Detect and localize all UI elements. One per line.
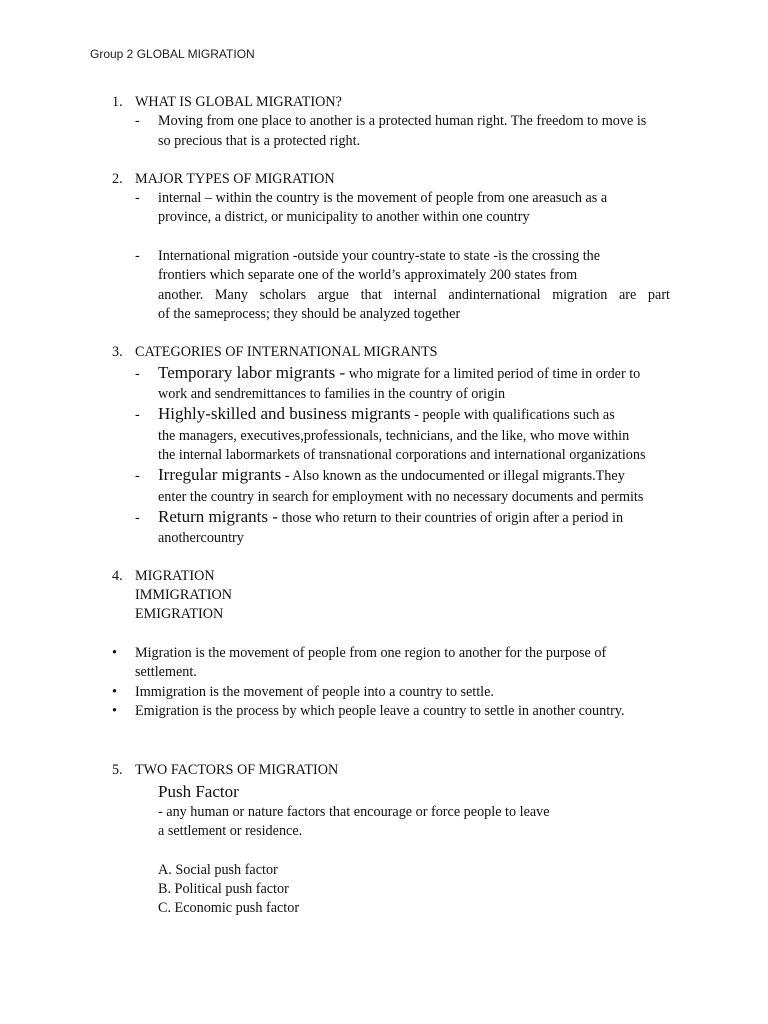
section-2-internal-line-2: province, a district, or municipality to another within one country: [158, 209, 530, 225]
section-2-international-line-4: of the sameprocess; they should be analyzed together: [158, 306, 461, 322]
bullet-2-text: Immigration is the movement of people into a country to settle.: [135, 684, 494, 700]
section-2-dash-b: -: [135, 248, 140, 264]
section-2-internal-line-1: internal – within the country is the movement of people from one areasuch as a: [158, 190, 608, 206]
section-2-number: 2.: [112, 171, 123, 187]
bullet-3-symbol: •: [112, 703, 117, 719]
return-heading: Return migrants -: [158, 507, 278, 526]
return-text: those who return to their countries of origin after a period in: [277, 510, 624, 526]
section-2-international-line-3: another. Many scholars argue that internal andinternational migration are part: [158, 287, 670, 303]
section-3-number: 3.: [112, 344, 123, 360]
irregular-text: - Also known as the undocumented or illegal migrants.They: [281, 468, 625, 484]
push-factor-desc-line-1: - any human or nature factors that encourage or force people to leave: [158, 804, 550, 820]
section-4-immigration: IMMIGRATION: [135, 587, 232, 603]
temporary-labor-heading: Temporary labor migrants -: [158, 363, 346, 382]
push-factor-heading: Push Factor: [158, 782, 239, 801]
bullet-1-line-1: Migration is the movement of people from one region to another for the purpose of: [135, 645, 607, 661]
section-2-title: MAJOR TYPES OF MIGRATION: [135, 171, 335, 187]
irregular-line-1: [158, 465, 625, 486]
section-3-title: CATEGORIES OF INTERNATIONAL MIGRANTS: [135, 344, 438, 360]
page-header: Group 2 GLOBAL MIGRATION: [90, 47, 255, 61]
section-4-migration: MIGRATION: [135, 568, 215, 584]
temporary-labor-text: who migrate for a limited period of time in order to: [345, 366, 641, 382]
highly-skilled-heading: Highly-skilled and business migrants: [158, 404, 411, 423]
section-1-text-line-2: so precious that is a protected right.: [158, 133, 361, 149]
section-3-dash-2: -: [135, 407, 140, 423]
irregular-heading: Irregular migrants: [158, 465, 282, 484]
highly-skilled-line-3: the internal labormarkets of transnational corporations and international organizations: [158, 447, 646, 463]
section-5-title: TWO FACTORS OF MIGRATION: [135, 762, 339, 778]
section-4-number: 4.: [112, 568, 123, 584]
section-1-title: WHAT IS GLOBAL MIGRATION?: [135, 94, 342, 110]
push-factor-desc-line-2: a settlement or residence.: [158, 823, 303, 839]
bullet-1-symbol: •: [112, 645, 117, 661]
section-3-dash-3: -: [135, 468, 140, 484]
highly-skilled-line-1: [158, 404, 615, 425]
return-line-1: [158, 507, 623, 528]
highly-skilled-line-2: the managers, executives,professionals, technicians, and the like, who move within: [158, 428, 630, 444]
economic-push-factor: C. Economic push factor: [158, 900, 300, 916]
bullet-3-text: Emigration is the process by which people leave a country to settle in another country.: [135, 703, 625, 719]
section-2-international-line-2: frontiers which separate one of the world’s approximately 200 states from: [158, 267, 578, 283]
section-2-international-line-1: International migration -outside your country-state to state -is the crossing the: [158, 248, 601, 264]
section-3-dash-1: -: [135, 366, 140, 382]
irregular-line-2: enter the country in search for employment with no necessary documents and permits: [158, 489, 644, 505]
section-3-dash-4: -: [135, 510, 140, 526]
bullet-2-symbol: •: [112, 684, 117, 700]
highly-skilled-text: - people with qualifications such as: [410, 407, 615, 423]
section-2-dash-a: -: [135, 190, 140, 206]
section-5-number: 5.: [112, 762, 123, 778]
section-1-text-line-1: Moving from one place to another is a protected human right. The freedom to move is: [158, 113, 647, 129]
section-1-number: 1.: [112, 94, 123, 110]
bullet-1-line-2: settlement.: [135, 664, 197, 680]
section-1-dash: -: [135, 113, 140, 129]
return-line-2: anothercountry: [158, 530, 244, 546]
social-push-factor: A. Social push factor: [158, 862, 278, 878]
political-push-factor: B. Political push factor: [158, 881, 289, 897]
temporary-labor-line-1: [158, 363, 640, 384]
section-4-emigration: EMIGRATION: [135, 606, 224, 622]
temporary-labor-line-2: work and sendremittances to families in the country of origin: [158, 386, 506, 402]
